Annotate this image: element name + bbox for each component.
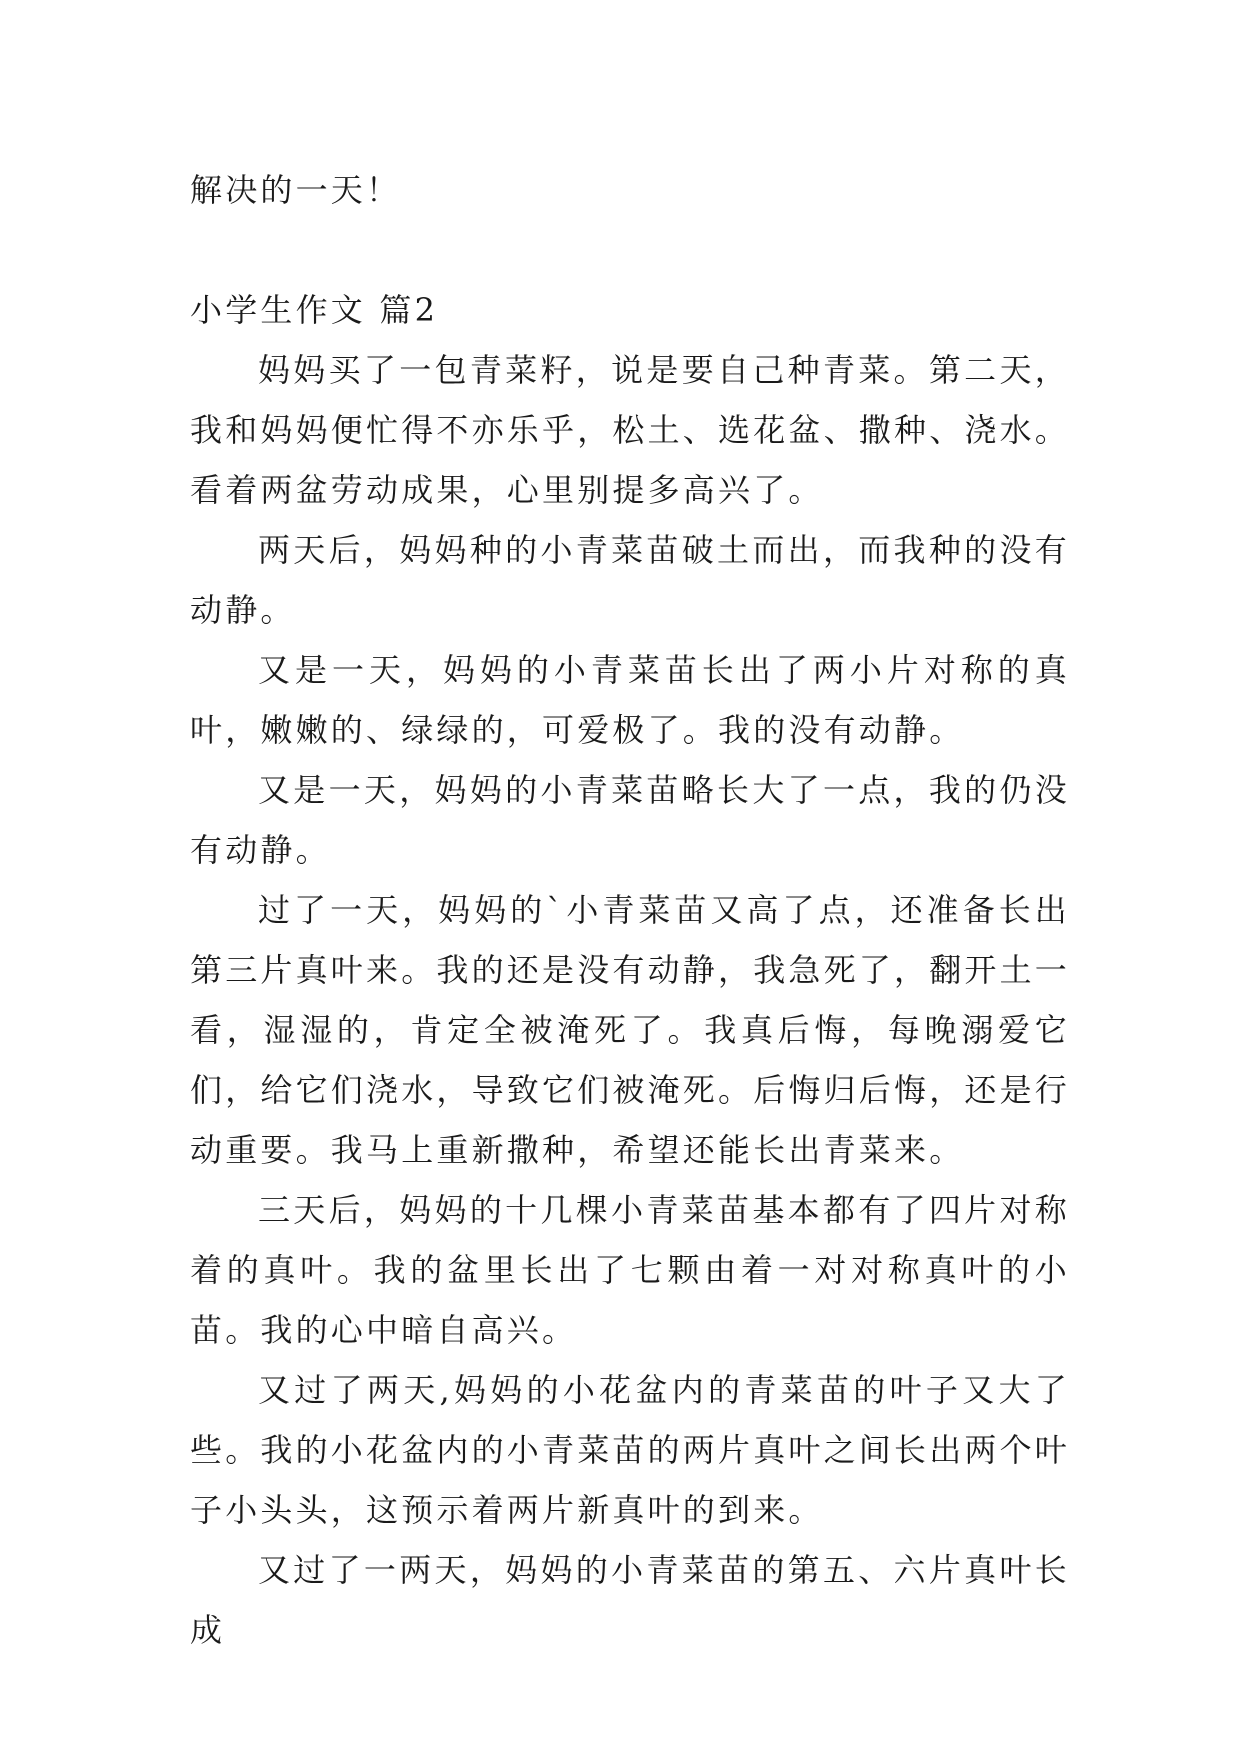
continued-line: 解决的一天！ (190, 171, 402, 209)
paragraph: 两天后，妈妈种的小青菜苗破土而出，而我种的没有动静。 (190, 531, 1070, 629)
paragraph: 又是一天，妈妈的小青菜苗长出了两小片对称的真叶，嫩嫩的、绿绿的，可爱极了。我的没有动静。 (190, 651, 1070, 749)
essay-heading: 小学生作文 篇2 (190, 291, 439, 329)
document-body (190, 160, 1070, 1660)
paragraph: 又过了两天,妈妈的小花盆内的青菜苗的叶子又大了些。我的小花盆内的小青菜苗的两片真叶之间长出两个叶子小头头，这预示着两片新真叶的到来。 (190, 1371, 1071, 1529)
paragraph: 又过了一两天，妈妈的小青菜苗的第五、六片真叶长成 (190, 1551, 1070, 1649)
paragraph: 过了一天，妈妈的`小青菜苗又高了点，还准备长出第三片真叶来。我的还是没有动静，我急死了，翻开土一看，湿湿的，肯定全被淹死了。我真后悔，每晚溺爱它们，给它们浇水，导致它们被淹死。后悔归后悔，还是行动重要。我马上重新撒种，希望还能长出青菜来。 (190, 891, 1071, 1169)
paragraph: 三天后，妈妈的十几棵小青菜苗基本都有了四片对称着的真叶。我的盆里长出了七颗由着一对对称真叶的小苗。我的心中暗自高兴。 (190, 1191, 1070, 1349)
paragraph: 又是一天，妈妈的小青菜苗略长大了一点，我的仍没有动静。 (190, 771, 1070, 869)
paragraph: 妈妈买了一包青菜籽，说是要自己种青菜。第二天，我和妈妈便忙得不亦乐乎，松土、选花盆、撒种、浇水。看着两盆劳动成果，心里别提多高兴了。 (190, 351, 1071, 509)
